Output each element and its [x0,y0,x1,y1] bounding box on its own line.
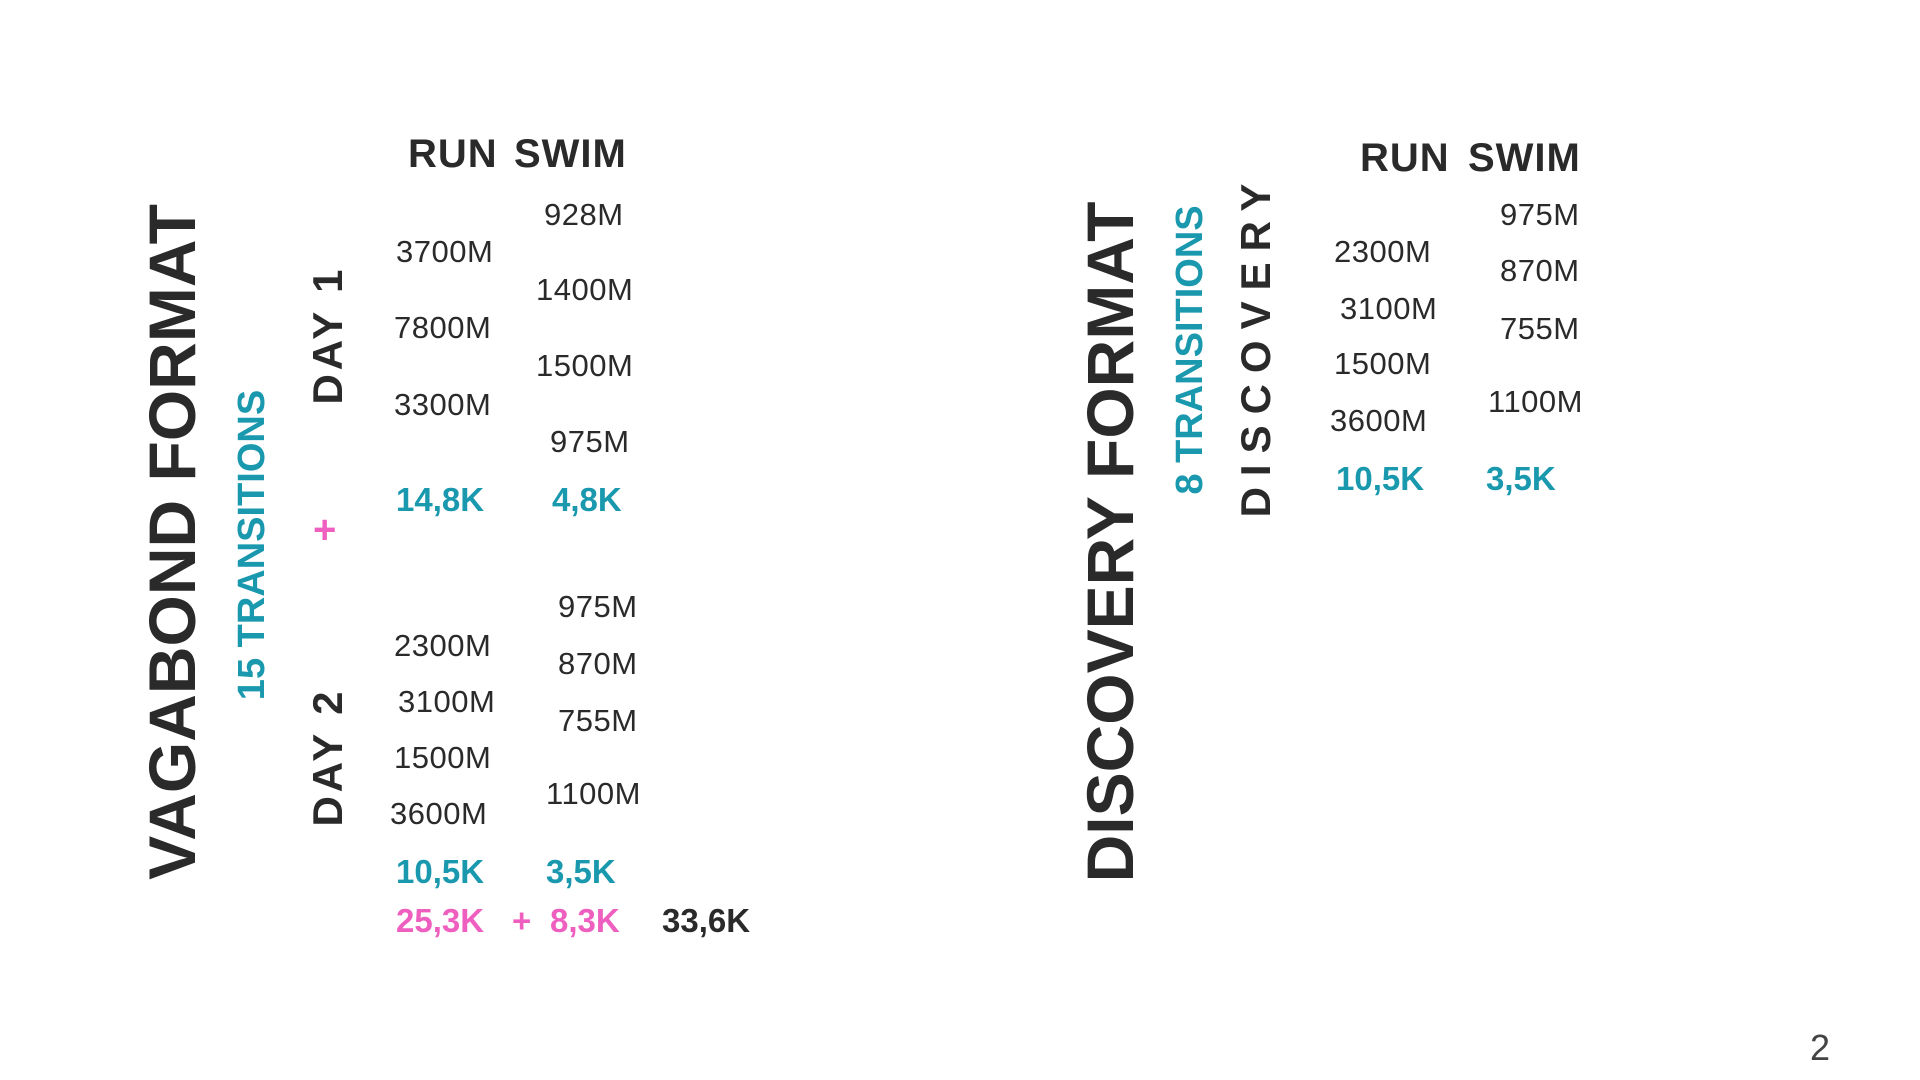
vagabond-day1-swim-2: 1400M [536,272,634,307]
vagabond-day1-swim-1: 928M [544,197,624,232]
discovery-swim-header: SWIM [1468,136,1581,180]
discovery-swim-1: 975M [1500,197,1580,232]
vagabond-day2-swim-4: 1100M [546,776,641,811]
discovery-swim-2: 870M [1500,253,1580,288]
discovery-format-title: DISCOVERY FORMAT [1073,201,1147,883]
page-number: 2 [1810,1027,1831,1068]
vagabond-day2-swim-2: 870M [558,646,638,681]
vagabond-day1-swim-total: 4,8K [552,481,622,518]
vagabond-grand-run-total: 25,3K [396,902,485,939]
discovery-transitions-label: 8 TRANSITIONS [1169,205,1211,495]
vagabond-day2-label: DAY 2 [304,687,351,827]
discovery-run-4: 3600M [1330,403,1428,438]
discovery-run-2: 3100M [1340,291,1438,326]
discovery-run-3: 1500M [1334,346,1432,381]
discovery-side-label: DISCOVERY [1232,172,1279,518]
discovery-run-header: RUN [1360,136,1450,180]
vagabond-day2-run-2: 3100M [398,684,496,719]
vagabond-day1-swim-4: 975M [550,424,630,459]
vagabond-run-header: RUN [408,132,498,176]
vagabond-grand-plus-sign: + [512,902,532,939]
discovery-swim-4: 1100M [1488,384,1583,419]
vagabond-day2-run-total: 10,5K [396,853,485,890]
vagabond-day1-run-3: 3300M [394,387,492,422]
vagabond-grand-swim-total: 8,3K [550,902,620,939]
vagabond-day-plus-sign: + [313,508,337,552]
discovery-run-1: 2300M [1334,234,1432,269]
vagabond-day2-swim-1: 975M [558,589,638,624]
vagabond-day2-swim-total: 3,5K [546,853,616,890]
discovery-swim-3: 755M [1500,311,1580,346]
vagabond-day1-label: DAY 1 [304,265,351,405]
vagabond-swim-header: SWIM [514,132,627,176]
vagabond-grand-total: 33,6K [662,902,751,939]
vagabond-day1-run-total: 14,8K [396,481,485,518]
vagabond-day1-swim-3: 1500M [536,348,634,383]
vagabond-day2-run-1: 2300M [394,628,492,663]
discovery-run-total: 10,5K [1336,460,1425,497]
discovery-swim-total: 3,5K [1486,460,1556,497]
vagabond-day2-run-3: 1500M [394,740,492,775]
vagabond-day1-run-2: 7800M [394,310,492,345]
vagabond-transitions-label: 15 TRANSITIONS [231,389,273,701]
vagabond-day1-run-1: 3700M [396,234,494,269]
vagabond-day2-run-4: 3600M [390,796,488,831]
vagabond-format-title: VAGABOND FORMAT [135,204,209,880]
vagabond-day2-swim-3: 755M [558,703,638,738]
